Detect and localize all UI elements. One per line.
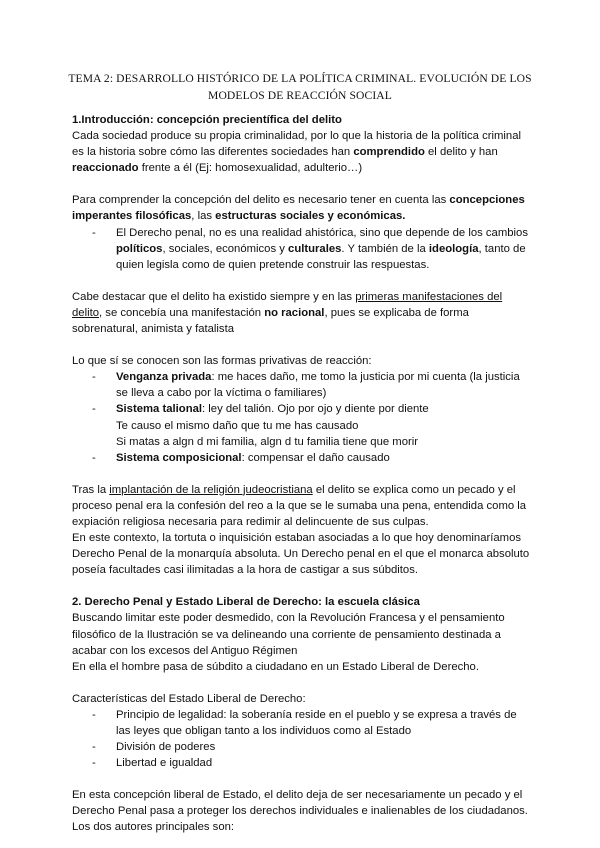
text: , las bbox=[191, 210, 216, 223]
list-item: - División de poderes bbox=[72, 739, 532, 755]
bold-text: Sistema composicional bbox=[116, 451, 242, 464]
document-title bbox=[60, 70, 540, 104]
text: el delito y han bbox=[424, 146, 498, 159]
section-2-paragraph-5: Los dos autores principales son: bbox=[72, 821, 235, 834]
section-2-paragraph-2: En ella el hombre pasa de súbdito a ciudadano en un Estado Liberal de Derecho. bbox=[72, 660, 479, 673]
text: Tras la bbox=[72, 483, 110, 496]
characteristics-list bbox=[72, 707, 532, 771]
text: . Y también de la bbox=[341, 242, 429, 255]
bold-text: no racional bbox=[264, 306, 325, 319]
text: Para comprender la concepción del delito es necesario tener en cuenta las bbox=[72, 194, 450, 207]
section-1-paragraph-5 bbox=[72, 482, 532, 530]
reaction-forms-list bbox=[72, 369, 532, 466]
list-item bbox=[72, 225, 532, 273]
title-line-1: TEMA 2: DESARROLLO HISTÓRICO DE LA POLÍTICA CRIMINAL. EVOLUCIÓN DE LOS bbox=[68, 72, 532, 85]
underlined-text: primeras manifestaciones del delito bbox=[72, 290, 503, 319]
text: , se concebía una manifestación bbox=[99, 306, 265, 319]
text: el delito se explica como un pecado y el proceso penal era la confesión del reo a la que se le sumaba una pena, entendida como la expiación religiosa necesaria para redimir al delincuente de sus culpas. bbox=[72, 483, 527, 528]
text: frente a él (Ej: homosexualidad, adulterio…) bbox=[138, 162, 363, 175]
bold-text: concepciones imperantes filosóficas bbox=[72, 194, 525, 223]
section-1-paragraph-3 bbox=[72, 289, 532, 337]
list-item-talional bbox=[72, 401, 532, 449]
list-item-composicional bbox=[72, 450, 532, 466]
section-2-heading: 2. Derecho Penal y Estado Liberal de Derecho: la escuela clásica bbox=[72, 596, 420, 609]
text: Si matas a algn d mi familia, algn d tu familia tiene que morir bbox=[116, 435, 419, 448]
text: : me haces daño, me tomo la justicia por mi cuenta (la justicia se lleva a cabo por la víctima o familiares) bbox=[116, 371, 520, 400]
section-1-paragraph-4: Lo que sí se conocen son las formas privativas de reacción: bbox=[72, 355, 372, 368]
text: El Derecho penal, no es una realidad ahistórica, sino que depende de los cambios bbox=[116, 226, 528, 239]
text: Te causo el mismo daño que tu me has causado bbox=[116, 419, 359, 432]
text: : ley del talión. Ojo por ojo y diente por diente bbox=[202, 403, 429, 416]
bold-text: ideología bbox=[428, 242, 479, 255]
bold-text: Venganza privada bbox=[116, 371, 212, 384]
section-2-paragraph-4: En esta concepción liberal de Estado, el delito deja de ser necesariamente un pecado y el Derecho Penal pasa a proteger los derechos individuales e inalienables de los ciudadanos. bbox=[72, 789, 528, 818]
section-1-paragraph-2 bbox=[72, 192, 532, 224]
list-item-venganza bbox=[72, 369, 532, 401]
bold-text: culturales bbox=[288, 242, 342, 255]
text: , sociales, económicos y bbox=[162, 242, 289, 255]
bold-text: Sistema talional bbox=[116, 403, 203, 416]
text: , tanto de quien legisla como de quien pretende construir las respuestas. bbox=[116, 242, 526, 271]
underlined-text: implantación de la religión judeocristiana bbox=[109, 483, 313, 496]
bold-text: políticos bbox=[116, 242, 163, 255]
text: , pues se explicaba de forma sobrenatural, animista y fatalista bbox=[72, 306, 469, 336]
section-1-paragraph-6: En este contexto, la tortuta o inquisición estaban asociadas a lo que hoy denominaríamos Derecho Penal de la monarquía absoluta. Un Derecho penal en el que el monarca absoluto poseía facultades casi ilimitadas a la hora de castigar a sus súbditos. bbox=[72, 532, 530, 577]
text: : compensar el daño causado bbox=[241, 451, 390, 464]
list-item: - Libertad e igualdad bbox=[72, 755, 532, 771]
list-item: - Principio de legalidad: la soberanía reside en el pueblo y se expresa a través de las leyes que obligan tanto a los individuos como al Estado bbox=[72, 707, 532, 739]
bold-text: reaccionado bbox=[72, 162, 139, 175]
section-1-heading: 1.Introducción: concepción precientífica del delito bbox=[72, 114, 342, 126]
title-line-2: MODELOS DE REACCIÓN SOCIAL bbox=[208, 89, 392, 102]
section-2-paragraph-1: Buscando limitar este poder desmedido, con la Revolución Francesa y el pensamiento filosófico de la Ilustración se va delineando una corriente de pensamiento destinada a acabar con los excesos del Antiguo Régimen bbox=[72, 612, 505, 657]
document-body bbox=[72, 112, 532, 836]
section-1-list-1 bbox=[72, 225, 532, 273]
bold-text: comprendido bbox=[353, 146, 425, 159]
bold-text: estructuras sociales y económicas. bbox=[215, 210, 406, 223]
text: Cabe destacar que el delito ha existido siempre y en las bbox=[72, 290, 356, 303]
text: Cada sociedad produce su propia criminalidad, por lo que la historia de la política criminal es la historia sobre cómo las diferentes sociedades han bbox=[72, 130, 521, 159]
section-1-paragraph-1 bbox=[72, 128, 532, 176]
section-2-paragraph-3: Características del Estado Liberal de Derecho: bbox=[72, 692, 306, 705]
